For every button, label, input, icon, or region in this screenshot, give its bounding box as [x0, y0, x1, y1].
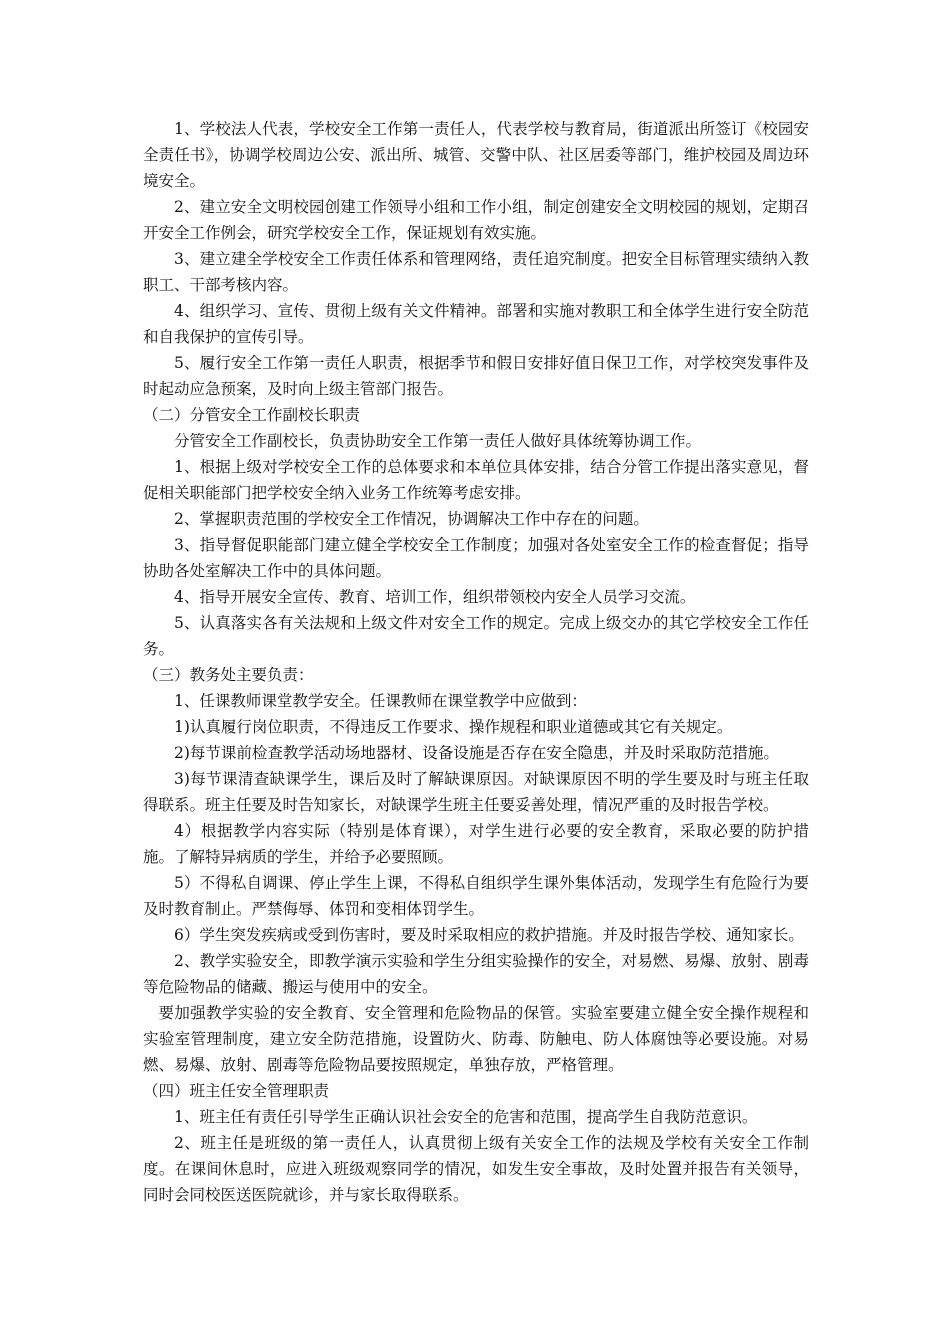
paragraph: 1、根据上级对学校安全工作的总体要求和本单位具体安排，结合分管工作提出落实意见，督促相关职能部门把学校安全纳入业务工作统筹考虑安排。 [143, 458, 809, 502]
paragraph: 6）学生突发疾病或受到伤害时，要及时采取相应的救护措施。并及时报告学校、通知家长。 [174, 926, 804, 944]
paragraph: 2、掌握职责范围的学校安全工作情况，协调解决工作中存在的问题。 [174, 510, 649, 528]
paragraph: 3、建立建全学校安全工作责任体系和管理网络，责任追究制度。把安全目标管理实绩纳入教职工、干部考核内容。 [143, 250, 809, 294]
paragraph: 1、班主任有责任引导学生正确认识社会安全的危害和范围，提高学生自我防范意识。 [174, 1108, 758, 1126]
paragraph: 2、班主任是班级的第一责任人，认真贯彻上级有关安全工作的法规及学校有关安全工作制度。在课间休息时，应进入班级观察同学的情况，如发生安全事故，及时处置并报告有关领导，同时会同校医送医院就诊，并与家长取得联系。 [143, 1134, 809, 1204]
paragraph: 5、认真落实各有关法规和上级文件对安全工作的规定。完成上级交办的其它学校安全工作任务。 [143, 614, 809, 658]
paragraph: 5、履行安全工作第一责任人职责，根据季节和假日安排好值日保卫工作，对学校突发事件及时起动应急预案，及时向上级主管部门报告。 [143, 354, 809, 398]
section-heading: （三）教务处主要负责： [143, 666, 314, 684]
paragraph: 4、组织学习、宣传、贯彻上级有关文件精神。部署和实施对教职工和全体学生进行安全防范和自我保护的宣传引导。 [143, 302, 809, 346]
document-page [143, 116, 809, 1208]
section-heading: （二）分管安全工作副校长职责 [143, 406, 361, 424]
paragraph: 1)认真履行岗位职责，不得违反工作要求、操作规程和职业道德或其它有关规定。 [174, 718, 733, 736]
paragraph: 3、指导督促职能部门建立健全学校安全工作制度；加强对各处室安全工作的检查督促；指导协助各处室解决工作中的具体问题。 [143, 536, 809, 580]
paragraph: 4）根据教学内容实际（特别是体育课），对学生进行必要的安全教育，采取必要的防护措施。了解特异病质的学生，并给予必要照顾。 [143, 822, 809, 866]
paragraph: 1、任课教师课堂教学安全。任课教师在课堂教学中应做到： [174, 692, 587, 710]
section-heading: （四）班主任安全管理职责 [143, 1082, 330, 1100]
paragraph: 2)每节课前检查教学活动场地器材、设备设施是否存在安全隐患，并及时采取防范措施。 [174, 744, 779, 762]
paragraph: 3)每节课清查缺课学生，课后及时了解缺课原因。对缺课原因不明的学生要及时与班主任取得联系。班主任要及时告知家长，对缺课学生班主任要妥善处理，情况严重的及时报告学校。 [143, 770, 809, 814]
paragraph: 2、建立安全文明校园创建工作领导小组和工作小组，制定创建安全文明校园的规划，定期召开安全工作例会，研究学校安全工作，保证规划有效实施。 [143, 198, 809, 242]
paragraph: 2、教学实验安全，即教学演示实验和学生分组实验操作的安全，对易燃、易爆、放射、剧毒等危险物品的储藏、搬运与使用中的安全。 [143, 952, 809, 996]
paragraph: 要加强教学实验的安全教育、安全管理和危险物品的保管。实验室要建立健全安全操作规程和实验室管理制度，建立安全防范措施，设置防火、防毒、防触电、防人体腐蚀等必要设施。对易燃、易爆、放射、剧毒等危险物品要按照规定，单独存放，严格管理。 [143, 1004, 809, 1074]
paragraph: 1、学校法人代表，学校安全工作第一责任人，代表学校与教育局，街道派出所签订《校园安全责任书》，协调学校周边公安、派出所、城管、交警中队、社区居委等部门，维护校园及周边环境安全。 [143, 120, 809, 190]
paragraph: 分管安全工作副校长，负责协助安全工作第一责任人做好具体统筹协调工作。 [174, 432, 702, 450]
paragraph: 5）不得私自调课、停止学生上课，不得私自组织学生课外集体活动，发现学生有危险行为要及时教育制止。严禁侮辱、体罚和变相体罚学生。 [143, 874, 809, 918]
paragraph: 4、指导开展安全宣传、教育、培训工作，组织带领校内安全人员学习交流。 [174, 588, 696, 606]
